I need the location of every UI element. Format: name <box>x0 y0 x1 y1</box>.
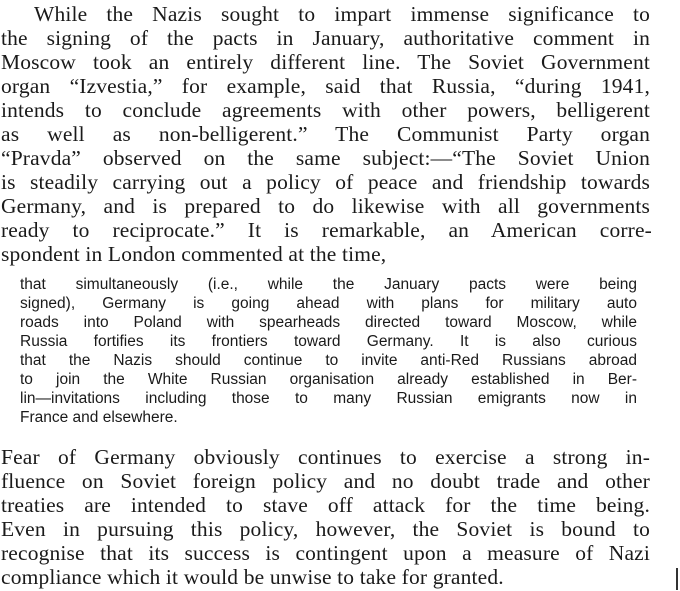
paragraph-1-line: Germany, and is prepared to do likewise with all governments <box>1 194 650 218</box>
quotation-line: to join the White Russian organisation already established in Ber- <box>20 371 637 388</box>
margin-mark <box>676 568 678 590</box>
paragraph-2-line: Fear of Germany obviously continues to exercise a strong in- <box>1 445 650 469</box>
quotation-line: that the Nazis should continue to invite anti-Red Russians abroad <box>20 352 637 369</box>
paragraph-2-line: treaties are intended to stave off attack for the time being. <box>1 493 650 517</box>
quotation-line: lin—invitations including those to many Russian emigrants now in <box>20 390 637 407</box>
paragraph-1-line: intends to conclude agreements with other powers, belligerent <box>1 98 650 122</box>
paragraph-2-line: Even in pursuing this policy, however, the Soviet is bound to <box>1 517 650 541</box>
quotation-line: roads into Poland with spearheads directed toward Moscow, while <box>20 314 637 331</box>
paragraph-2-line: recognise that its success is contingent upon a measure of Nazi <box>1 541 650 565</box>
quotation-line: that simultaneously (i.e., while the January pacts were being <box>20 276 637 293</box>
paragraph-1-line: Moscow took an entirely different line. The Soviet Government <box>1 50 650 74</box>
paragraph-1-line: ready to reciprocate.” It is remarkable, an American corre- <box>1 218 652 242</box>
quotation-line: signed), Germany is going ahead with plans for military auto <box>20 295 637 312</box>
paragraph-1-line: organ “Izvestia,” for example, said that Russia, “during 1941, <box>1 74 650 98</box>
quotation-line: Russia fortifies its frontiers toward Germany. It is also curious <box>20 333 637 350</box>
paragraph-1-line: spondent in London commented at the time, <box>1 242 387 266</box>
paragraph-1-line: “Pravda” observed on the same subject:—“The Soviet Union <box>1 146 650 170</box>
paragraph-1-line: as well as non-belligerent.” The Communist Party organ <box>1 122 650 146</box>
paragraph-2-line: compliance which it would be unwise to take for granted. <box>1 565 504 589</box>
paragraph-1-line: is steadily carrying out a policy of peace and friendship towards <box>1 170 650 194</box>
quotation-line: France and elsewhere. <box>20 409 178 426</box>
paragraph-1-line: the signing of the pacts in January, authoritative comment in <box>1 26 650 50</box>
paragraph-2-line: fluence on Soviet foreign policy and no doubt trade and other <box>1 469 650 493</box>
paragraph-1-line: While the Nazis sought to impart immense significance to <box>34 2 650 26</box>
